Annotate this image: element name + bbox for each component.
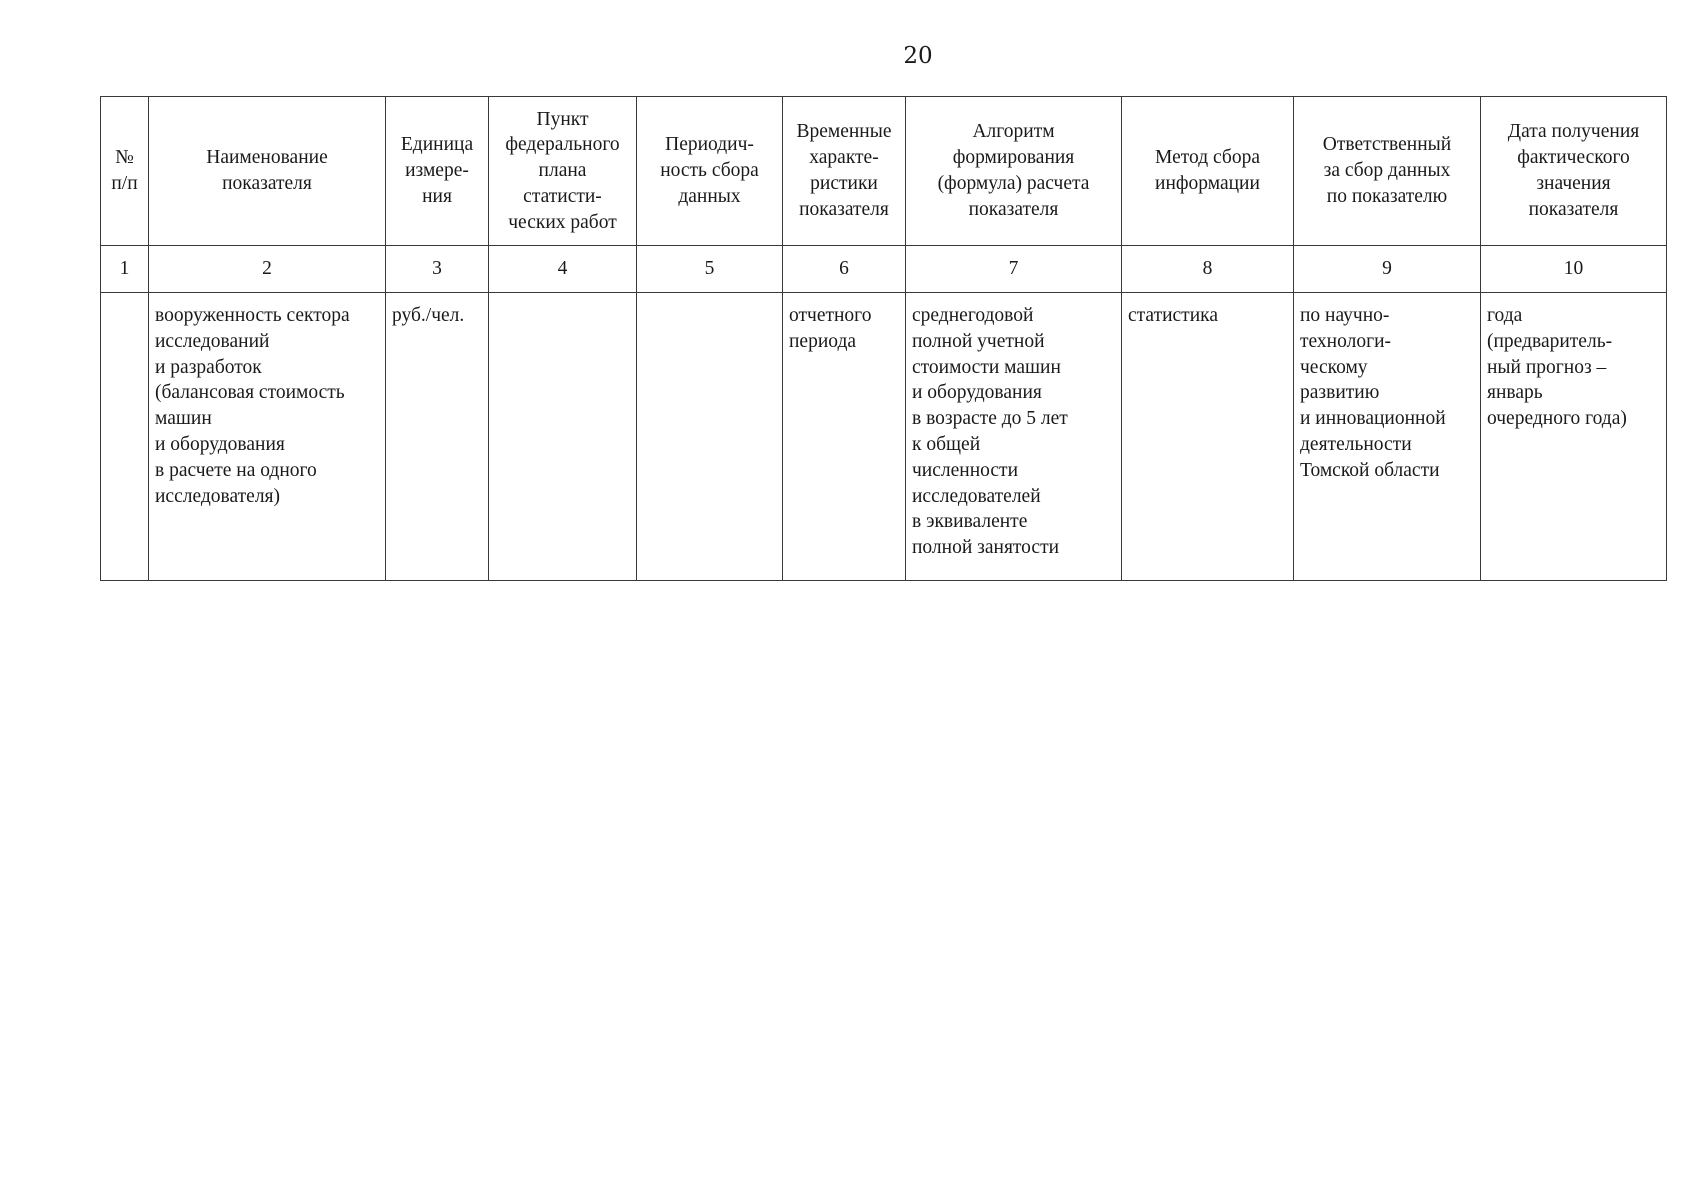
cell-date-received: года (предваритель- ный прогноз – январь очередного года) (1481, 293, 1667, 581)
header-cell-federal-plan-item: Пункт федерального плана статисти- ческих работ (489, 97, 637, 246)
cell-number (101, 293, 149, 581)
cell-federal-plan-item (489, 293, 637, 581)
header-cell-number: № п/п (101, 97, 149, 246)
column-number-cell: 3 (386, 246, 489, 293)
column-number-cell: 9 (1294, 246, 1481, 293)
header-cell-unit: Единица измере- ния (386, 97, 489, 246)
column-number-cell: 2 (149, 246, 386, 293)
cell-unit: руб./чел. (386, 293, 489, 581)
column-number-cell: 6 (783, 246, 906, 293)
column-number-cell: 4 (489, 246, 637, 293)
cell-indicator-name: вооруженность сектора исследований и разработок (балансовая стоимость машин и оборудования в расчете на одного исследователя) (149, 293, 386, 581)
header-cell-algorithm: Алгоритм формирования (формула) расчета показателя (906, 97, 1122, 246)
header-cell-collection-method: Метод сбора информации (1122, 97, 1294, 246)
header-cell-indicator-name: Наименование показателя (149, 97, 386, 246)
indicators-table (100, 96, 1667, 581)
cell-time-characteristics: отчетного периода (783, 293, 906, 581)
header-cell-periodicity: Периодич- ность сбора данных (637, 97, 783, 246)
header-row (101, 97, 1667, 246)
cell-algorithm: среднегодовой полной учетной стоимости машин и оборудования в возрасте до 5 лет к общей численности исследователей в эквиваленте полной занятости (906, 293, 1122, 581)
column-number-cell: 5 (637, 246, 783, 293)
table-row (101, 293, 1667, 581)
header-cell-date-received: Дата получения фактического значения показателя (1481, 97, 1667, 246)
cell-collection-method: статистика (1122, 293, 1294, 581)
column-number-cell: 7 (906, 246, 1122, 293)
column-number-row (101, 246, 1667, 293)
column-number-cell: 1 (101, 246, 149, 293)
header-cell-time-characteristics: Временные характе- ристики показателя (783, 97, 906, 246)
page-number: 20 (903, 43, 933, 69)
header-cell-responsible: Ответственный за сбор данных по показателю (1294, 97, 1481, 246)
cell-responsible: по научно- технологи- ческому развитию и инновационной деятельности Томской области (1294, 293, 1481, 581)
column-number-cell: 8 (1122, 246, 1294, 293)
cell-periodicity (637, 293, 783, 581)
column-number-cell: 10 (1481, 246, 1667, 293)
